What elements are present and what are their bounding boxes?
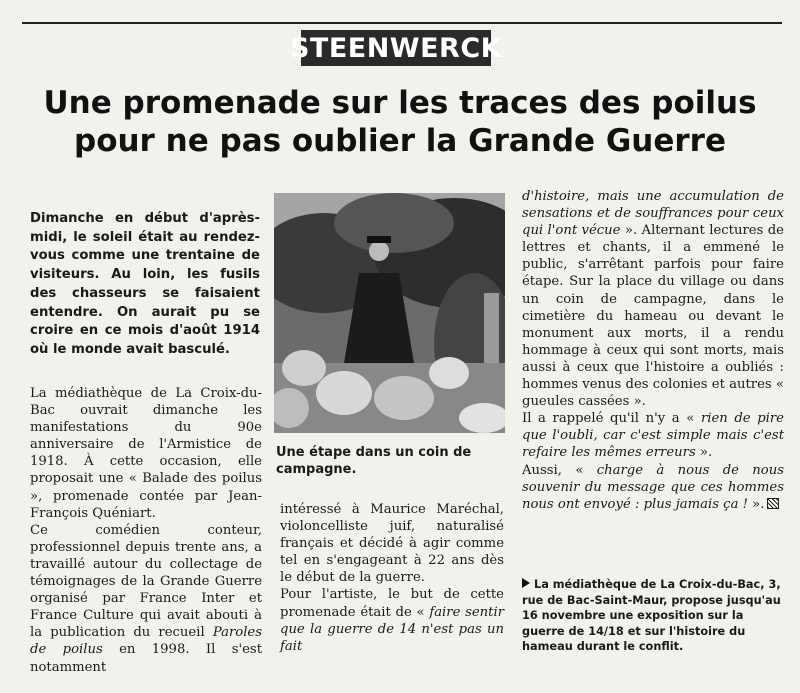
paragraph: Il a rappelé qu'il n'y a « rien de pire que l'oubli, car c'est simple mais c'est refaire les mêmes erreurs ». [522,411,784,461]
photo-image [274,193,505,433]
end-mark-icon [767,498,779,509]
section-kicker: STEENWERCK [301,30,491,66]
photo-caption: Une étape dans un coin de campagne. [276,445,472,477]
paragraph: Ce comédien conteur, professionnel depuis trente ans, a travaillé autour du collectage de témoignages de la Grande Guerre organisé par France Inter et France Culture qui avait abouti à la publication du recueil Paroles de poilus en 1998. Il s'est notamment [30,522,262,675]
paragraph: intéressé à Maurice Maréchal, violoncelliste juif, naturalisé français et décidé à agir comme tel en s'engageant à 22 ans dès le début de la guerre. [280,502,504,586]
paragraph: La médiathèque de La Croix-du-Bac ouvrait dimanche les manifestations du 90e anniversaire de l'Armistice de 1918. À cette occasion, elle proposait une « Balade des poilus », promenade contée par Jean-François Quéniart. [30,386,262,521]
paragraph: Aussi, « charge à nous de nous souvenir du message que ces hommes nous ont envoyé : plus jamais ça ! ». [522,462,784,512]
paragraph: d'histoire, mais une accumulation de sensations et de souffrances pour ceux qui l'ont vécue ». Alternant lectures de lettres et chants, il a emmené le public, s'arrêtant parfois pour faire étape. Sur la place du village ou dans un coin de campagne, dans le cimetière du hameau ou devant le monument aux morts, il a rendu hommage à ceux qui sont morts, mais aussi à ceux que l'histoire a oubliés : hommes venus des colonies et autres « gueules cassées ». [522,189,784,410]
body-column-1 [30,385,262,676]
info-box [522,577,784,655]
headline-line-2: pour ne pas oublier la Grande Guerre [74,123,726,159]
headline-line-1: Une promenade sur les traces des poilus [43,85,757,121]
paragraph: Pour l'artiste, le but de cette promenade était de « faire sentir que la guerre de 14 n'est pas un fait [280,587,504,654]
lead-paragraph: Dimanche en début d'après-midi, le soleil était au rendez-vous comme une trentaine de visiteurs. Au loin, les fusils des chasseurs se faisaient entendre. On aurait pu se croire en ce mois d'août 1914 où le monde avait basculé. [30,211,260,357]
body-column-3 [522,188,784,513]
top-rule [22,22,782,24]
triangle-bullet-icon [522,578,530,588]
info-text: La médiathèque de La Croix-du-Bac, 3, rue de Bac-Saint-Maur, propose jusqu'au 16 novembre une exposition sur la guerre de 14/18 et sur l'histoire du hameau durant le conflit. [522,578,781,654]
body-column-2 [280,501,504,655]
article-photo [274,193,505,433]
headline [20,84,780,160]
